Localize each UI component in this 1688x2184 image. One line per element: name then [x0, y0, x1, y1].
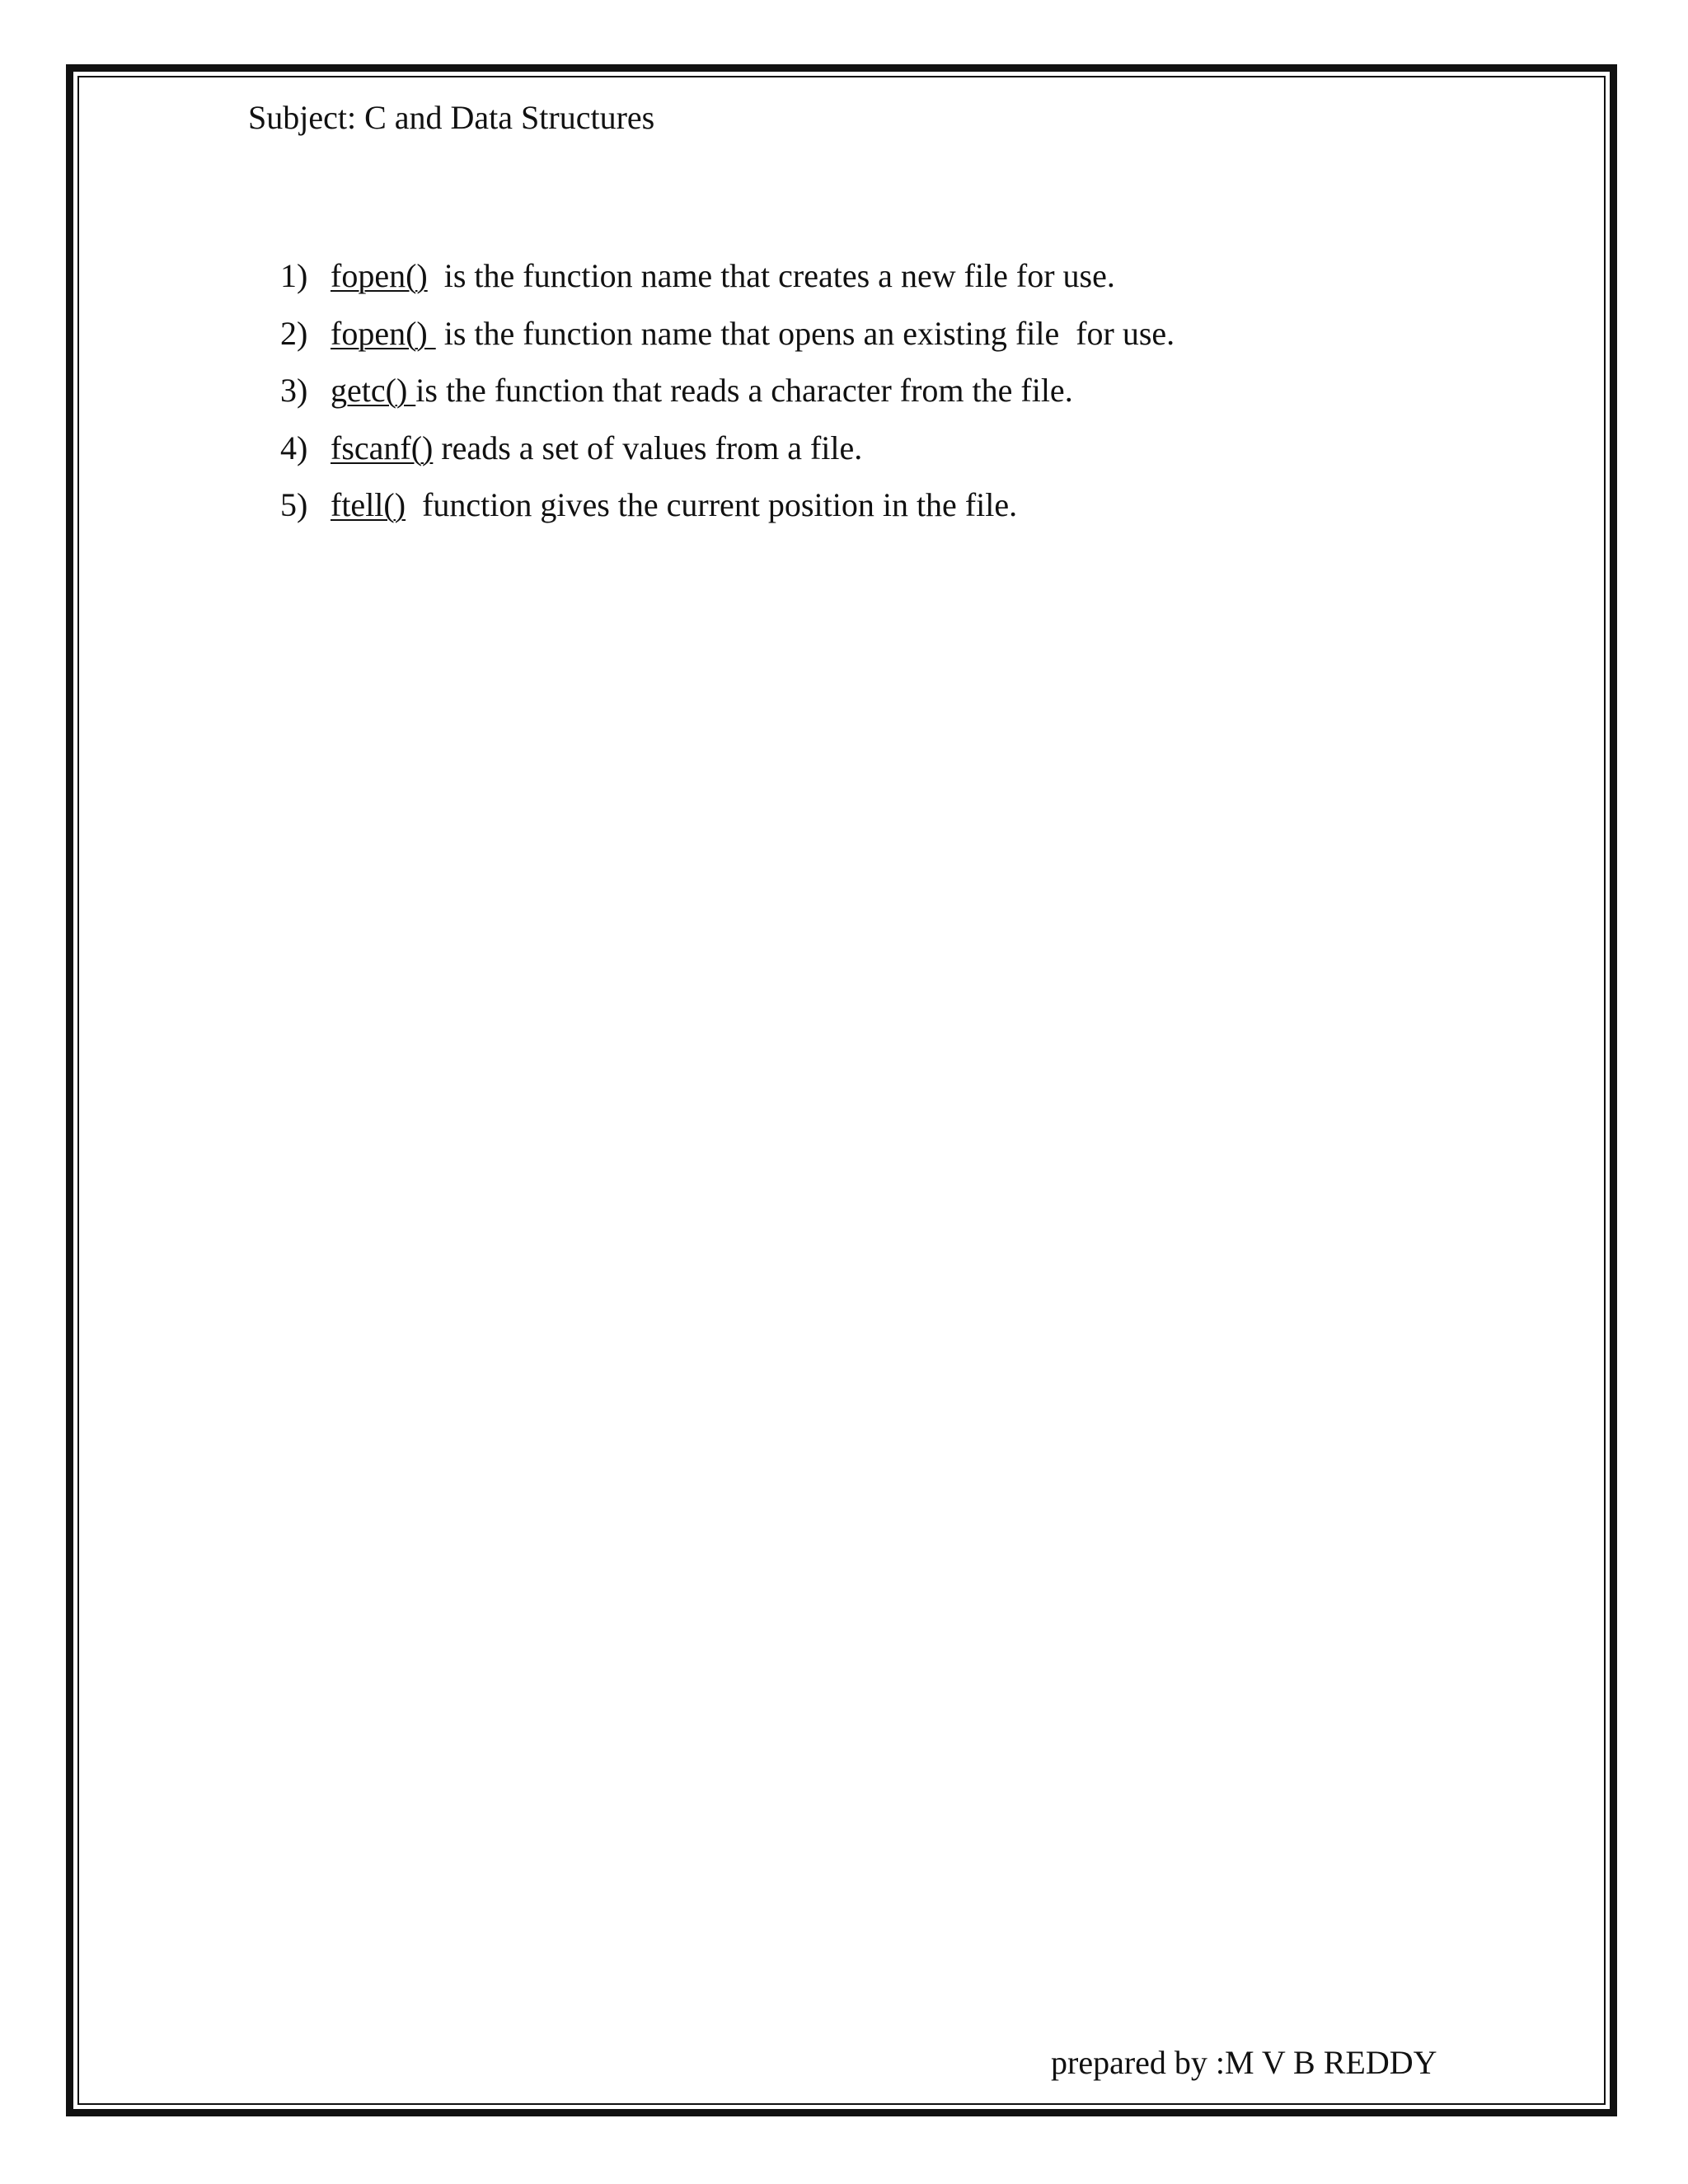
item-text: is the function name that opens an existing file for use.	[435, 314, 1175, 352]
answer-term: fopen()	[331, 257, 428, 294]
answer-term: ftell()	[331, 486, 406, 523]
list-item	[280, 305, 1175, 363]
list-item	[280, 362, 1175, 419]
answer-term: fopen()	[331, 314, 436, 352]
item-number: 3)	[280, 372, 308, 409]
answer-term: fscanf()	[331, 429, 434, 466]
list-item	[280, 247, 1175, 305]
answer-term: getc()	[331, 372, 416, 409]
item-number: 2)	[280, 314, 308, 352]
prepared-by-footer: prepared by :M V B REDDY	[1051, 2044, 1437, 2081]
list-item	[280, 476, 1175, 534]
list-item	[280, 419, 1175, 477]
item-text: function gives the current position in the file.	[406, 486, 1018, 523]
item-number: 5)	[280, 486, 308, 523]
item-number: 1)	[280, 257, 308, 294]
answer-list	[280, 247, 1175, 534]
item-number: 4)	[280, 429, 308, 466]
item-text: reads a set of values from a file.	[433, 429, 863, 466]
item-text: is the function name that creates a new file for use.	[427, 257, 1115, 294]
subject-heading: Subject: C and Data Structures	[248, 99, 655, 136]
item-text: is the function that reads a character from the file.	[415, 372, 1073, 409]
